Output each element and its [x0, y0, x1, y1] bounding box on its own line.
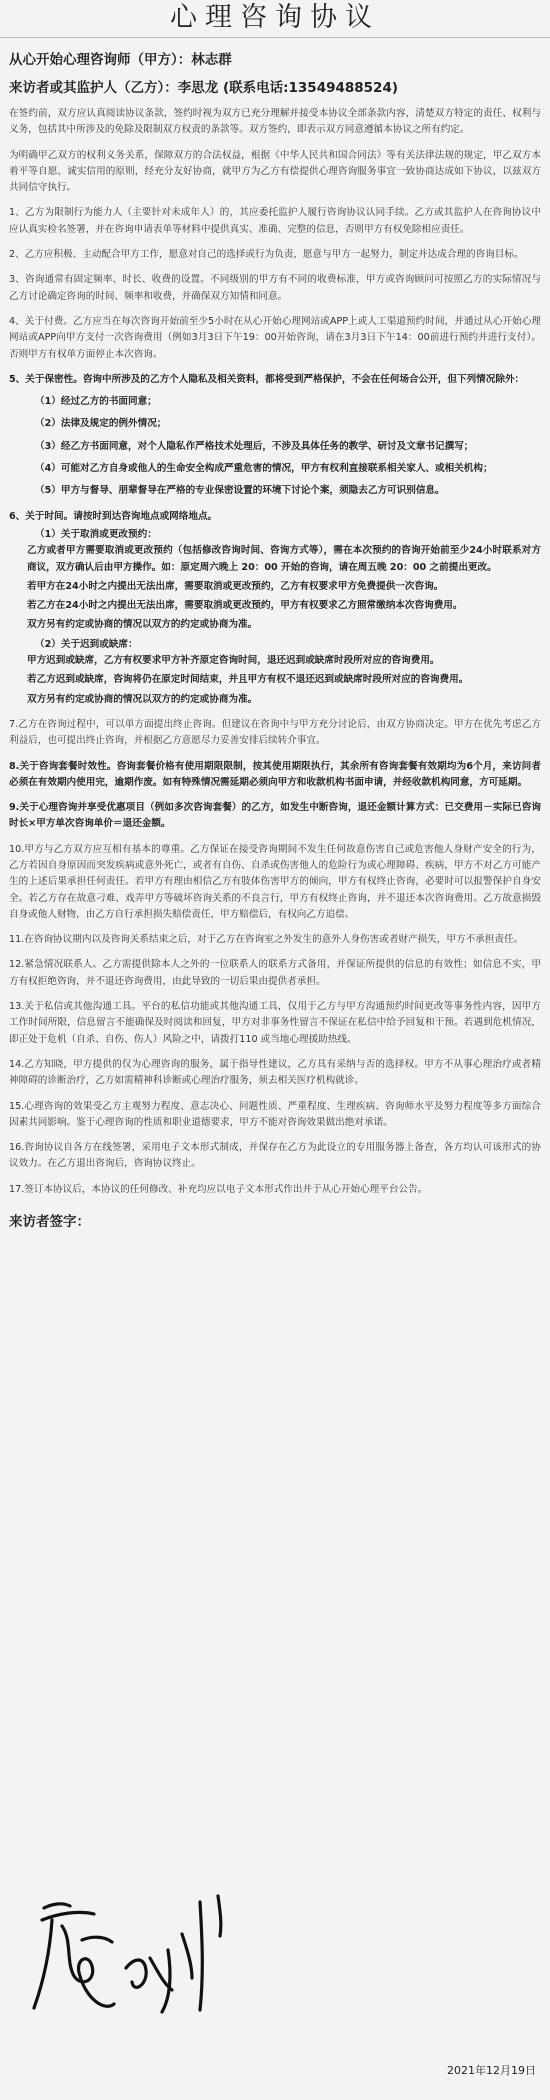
clause-8: 8.关于咨询套餐时效性。咨询套餐价格有使用期限限制，按其使用期限执行，其余所有咨询套餐有效期均为6个月，来访问者必须在有效期内使用完，逾期作废。如有特殊情况需延期必须向甲方和收款机构书面申请，并经收款机构同意，方可延期。	[9, 760, 541, 788]
clause-6-1-d: 双方另有约定或协商的情况以双方的约定或协商为准。	[27, 619, 258, 631]
clause-6-2-a: 甲方迟到或缺席，乙方有权要求甲方补齐原定咨询时间，退还迟到或缺席时段所对应的咨询费用。	[27, 655, 440, 667]
clause-2: 2、乙方应积极、主动配合甲方工作，愿意对自己的选择或行为负责，愿意与甲方一起努力，制定并达成合理的咨询目标。	[9, 249, 524, 261]
clause-5-item-3: （3）经乙方书面同意，对个人隐私作严格技术处理后，不涉及具体任务的教学、研讨及文章书记撰写；	[35, 440, 474, 452]
clause-6-title: 6、关于时间。请按时到达咨询地点或网络地点。	[9, 510, 218, 522]
clause-4: 4、关于付费。乙方应当在每次咨询开始前至少5小时在从心开始心理网站或APP上或人工渠道预约时间，并通过从心开始心理网站或APP向甲方支付一次咨询费用（例如3月3日下午19：00开始咨询，请在3月3日下午14：00前进行预约并进行支付）。否则甲方有权单方面停止本次咨询。	[9, 315, 541, 360]
signature-date: 2021年12月19日	[447, 2064, 536, 2077]
clause-5-item-4: （4）可能对乙方自身或他人的生命安全构成严重危害的情况，甲方有权利直接联系相关家人、或相关机构；	[35, 463, 493, 475]
handwritten-signature	[22, 1880, 262, 2020]
clause-6-1-b: 若甲方在24小时之内提出无法出席，需要取消或更改预约，乙方有权要求甲方免费提供一次咨询。	[27, 580, 444, 592]
title-divider	[0, 37, 550, 38]
party-b-line: 来访者或其监护人（乙方）：李思龙 (联系电话:13549488524)	[9, 80, 399, 96]
clause-13: 13.关于私信或其他沟通工具。平台的私信功能或其他沟通工具，仅用于乙方与甲方沟通预约时间更改等事务性内容，因甲方工作时间所限，信息留言不能确保及时阅读和回复，甲方对非事务性留言不保证在私信中给予回复和干预。若遇到危机情况，即正处于危机（自杀、自伤、伤人）风险之中，请拨打110 或当地心理援助热线。	[9, 1001, 541, 1045]
clause-6-1-title: （1）关于取消或更改预约：	[35, 528, 157, 540]
clause-7: 7.乙方在咨询过程中，可以单方面提出终止咨询。但建议在咨询中与甲方充分讨论后，由双方协商决定。甲方在优先考虑乙方利益后，也可提出终止咨询，并根据乙方意愿尽力妥善安排后续转介事宜。	[9, 718, 541, 747]
clause-14: 14.乙方知晓，甲方提供的仅为心理咨询的服务，属于指导性建议，乙方具有采纳与否的选择权。甲方不从事心理治疗或者精神障碍的诊断治疗，乙方如需精神科诊断或心理治疗服务，须去相关医疗机构就诊。	[9, 1058, 541, 1087]
clause-5-item-5: （5）甲方与督导、朋辈督导在严格的专业保密设置的环境下讨论个案，须隐去乙方可识别信息。	[35, 485, 445, 497]
signature-label: 来访者签字：	[9, 1214, 90, 1231]
clause-6-1-c: 若乙方在24小时之内提出无法出席，需要取消或更改预约，甲方有权要求乙方照常缴纳本次咨询费用。	[27, 600, 463, 612]
clause-6-1-a: 乙方或者甲方需要取消或更改预约（包括修改咨询时间、咨询方式等），需在本次预约的咨询开始前至少24小时联系对方商议，双方确认后由甲方操作。如：原定周六晚上 20：00 开始的咨询，请在周五晚 20：00 之前提出更改。	[27, 545, 541, 573]
clause-11: 11.在咨询协议期内以及咨询关系结束之后，对于乙方在咨询室之外发生的意外人身伤害或者财产损失，甲方不承担责任。	[9, 934, 524, 946]
clause-6-2-title: （2）关于迟到或缺席：	[35, 638, 138, 650]
clause-15: 15.心理咨询的效果受乙方主观努力程度、意志决心、问题性质、严重程度、生理疾病、咨询师水平及努力程度等多方面综合因素共同影响。鉴于心理咨询的性质和职业道德要求，甲方不能对咨询效果做出绝对承诺。	[9, 1100, 541, 1128]
clause-5-title: 5、关于保密性。咨询中所涉及的乙方个人隐私及相关资料，都将受到严格保护，不会在任何场合公开，但下列情况除外：	[9, 373, 525, 385]
clause-12: 12.紧急情况联系人。乙方需提供除本人之外的一位联系人的联系方式备用，并保证所提供的信息的有效性；如信息不实，甲方有权拒绝咨询，并不退还咨询费用，由此导致的一切后果由提供者承担。	[9, 959, 541, 987]
clause-1: 1、乙方为限制行为能力人（主要针对未成年人）的，其应委托监护人履行咨询协议认同手续。乙方或其监护人在咨询协议中应认真实检名签署，并在咨询申请表单等材料中提供真实、准确、完整的信息，否则甲方有权免除相应责任。	[9, 207, 541, 235]
clause-5-item-1: （1）经过乙方的书面同意；	[35, 396, 157, 408]
clause-16: 16.咨询协议自各方在线签署，采用电子文本形式制成，并保存在乙方为此设立的专用服务器上备查，各方均认可该形式的协议效力。在乙方退出咨询后，咨询协议终止。	[9, 1142, 541, 1170]
clause-5-item-2: （2）法律及规定的例外情况；	[35, 418, 167, 430]
signature-image	[22, 1880, 262, 2020]
clause-10: 10.甲方与乙方双方应互相有基本的尊重。乙方保证在接受咨询期间不发生任何故意伤害自己或危害他人身财产安全的行为，乙方若因自身原因而突发疾病或意外死亡，或者有自伤、自杀或伤害他人的危险行为或心理障碍、疾病，甲方不对乙方可能产生的上述后果承担任何责任。若甲方有理由相信乙方有肢体伤害甲方的倾向，甲方有权终止咨询，必要时可以报警保护自身安全。若乙方存在故意刁难、戏弄甲方等破坏咨询关系的不良言行，甲方有权终止咨询，并不退还本次咨询费用。乙方故意损毁自身或他人财物，由乙方自行承担损失赔偿责任，甲方赔偿后，有权向乙方追偿。	[9, 843, 541, 920]
party-a-line: 从心开始心理咨询师（甲方）：林志群	[9, 52, 232, 68]
clause-3: 3、咨询通常有固定频率、时长、收费的设置。不同级别的甲方有不同的收费标准，甲方或咨询顾问可按照乙方的实际情况与乙方讨论确定咨询的时间、频率和收费，并确保双方知情和同意。	[9, 274, 541, 302]
purpose-paragraph: 为明确甲乙双方的权利义务关系，保障双方的合法权益，根据《中华人民共和国合同法》等有关法律法规的规定，甲乙双方本着平等自愿、诚实信用的原则，经充分友好协商，就甲方为乙方有偿提供心理咨询服务事宜一致协商达成如下协议，以兹双方共同信守执行。	[9, 149, 541, 194]
intro-paragraph: 在签约前，双方应认真阅读协议条款，签约时视为双方已充分理解并接受本协议全部条款内容，清楚双方特定的责任、权利与义务，包括其中所涉及的免除及限制双方权责的条款等。双方签约，即表示双方同意遵循本协议之所有约定。	[9, 108, 541, 136]
page-title: 心理咨询协议	[170, 2, 380, 33]
clause-6-2-b: 若乙方迟到或缺席，咨询将仍在原定时间结束，并且甲方有权不退还迟到或缺席时段所对应的咨询费用。	[27, 674, 469, 686]
clause-17: 17.签订本协议后，本协议的任何修改、补充均应以电子文本形式作出并于从心开始心理平台公告。	[9, 1183, 428, 1195]
clause-6-2-c: 双方另有约定或协商的情况以双方的约定或协商为准。	[27, 693, 258, 705]
clause-9: 9.关于心理咨询并享受优惠项目（例如多次咨询套餐）的乙方，如发生中断咨询，退还金额计算方式：已交费用－实际已咨询时长×甲方单次咨询单价＝退还金额。	[9, 802, 541, 830]
